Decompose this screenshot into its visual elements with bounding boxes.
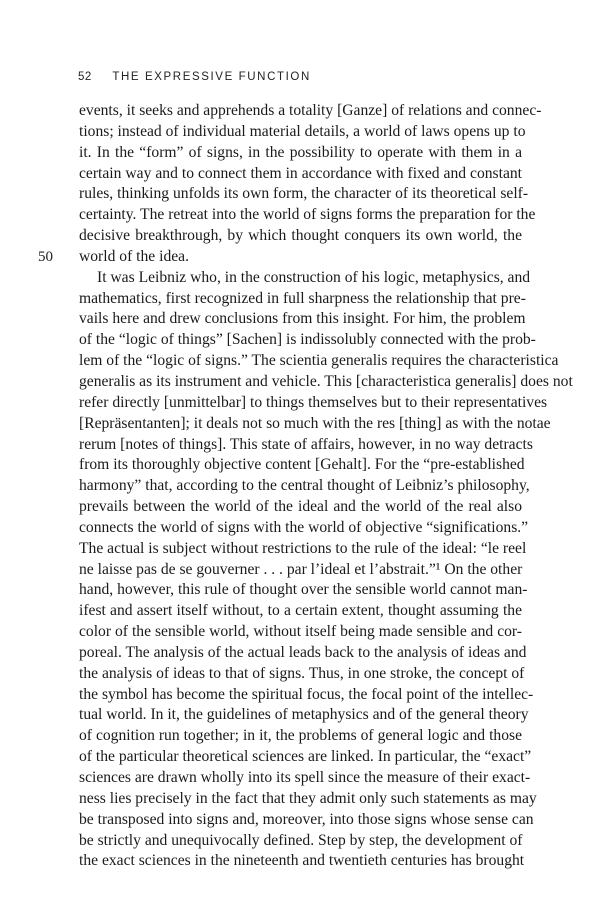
text-line: refer directly [unmittelbar] to things themselves but to their representatives	[79, 393, 548, 411]
text-line: rules, thinking unfolds its own form, the character of its theoretical self-	[79, 185, 529, 203]
text-line: prevails between the world of the ideal and the world of the real also	[79, 498, 522, 516]
text-line: decisive breakthrough, by which thought conquers its own world, the	[79, 227, 522, 245]
text-line: The actual is subject without restrictions to the rule of the ideal: “le reel	[79, 539, 527, 557]
text-line: ness lies precisely in the fact that they admit only such statements as may	[79, 789, 537, 807]
running-head-title: THE EXPRESSIVE FUNCTION	[112, 71, 311, 83]
text-line: lem of the “logic of signs.” The scientia generalis requires the characteristica	[79, 352, 559, 370]
text-line: be transposed into signs and, moreover, into those signs whose sense can	[79, 810, 534, 828]
text-line: poreal. The analysis of the actual leads back to the analysis of ideas and	[79, 643, 527, 661]
text-line: events, it seeks and apprehends a totality [Ganze] of relations and connec-	[79, 102, 542, 119]
text-line: sciences are drawn wholly into its spell since the measure of their exact-	[79, 769, 531, 786]
text-line: of the “logic of things” [Sachen] is indissolubly connected with the prob-	[79, 331, 536, 349]
text-line: color of the sensible world, without itself being made sensible and cor-	[79, 623, 522, 641]
text-line: hand, however, this rule of thought over the sensible world cannot man-	[79, 581, 528, 599]
text-line: ifest and assert itself without, to a certain extent, thought assuming the	[79, 602, 522, 620]
text-line: harmony” that, according to the central thought of Leibniz’s philosophy,	[79, 477, 530, 495]
text-line: it. In the “form” of signs, in the possibility to operate with them in a	[79, 143, 522, 161]
text-line: rerum [notes of things]. This state of affairs, however, in no way detracts	[79, 435, 533, 453]
text-line: the analysis of ideas to that of signs. Thus, in one stroke, the concept of	[79, 664, 525, 682]
body-text	[79, 101, 573, 872]
text-line: mathematics, first recognized in full sharpness the relationship that pre-	[79, 289, 526, 307]
text-line: [Repräsentanten]; it deals not so much with the res [thing] as with the notae	[79, 414, 551, 432]
text-line: the symbol has become the spiritual focus, the focal point of the intellec-	[79, 685, 534, 703]
text-line: It was Leibniz who, in the construction of his logic, metaphysics, and	[97, 268, 531, 286]
text-line: ne laisse pas de se gouverner . . . par l’ideal et l’abstrait.”¹ On the other	[79, 560, 523, 578]
text-line: the exact sciences in the nineteenth and twentieth centuries has brought	[79, 852, 525, 870]
text-line: be strictly and unequivocally defined. Step by step, the development of	[79, 831, 523, 849]
text-line: of cognition run together; in it, the problems of general logic and those	[79, 727, 522, 745]
text-line: certain way and to connect them in accordance with fixed and constant	[79, 164, 522, 182]
text-line: tions; instead of individual material details, a world of laws opens up to	[79, 122, 526, 140]
text-line: connects the world of signs with the world of objective “significations.”	[79, 518, 529, 536]
text-line: from its thoroughly objective content [Gehalt]. For the “pre-established	[79, 456, 525, 474]
text-line: vails here and drew conclusions from this insight. For him, the problem	[79, 310, 526, 328]
margin-page-reference: 50	[38, 249, 53, 265]
running-head	[78, 71, 311, 83]
text-line: generalis as its instrument and vehicle. This [characteristica generalis] does not	[79, 372, 573, 390]
text-line: certainty. The retreat into the world of signs forms the preparation for the	[79, 206, 536, 224]
text-line: of the particular theoretical sciences are linked. In particular, the “exact”	[79, 748, 532, 766]
text-line: world of the idea.	[79, 247, 189, 265]
page-number: 52	[78, 71, 92, 83]
text-line: tual world. In it, the guidelines of metaphysics and of the general theory	[79, 706, 529, 724]
